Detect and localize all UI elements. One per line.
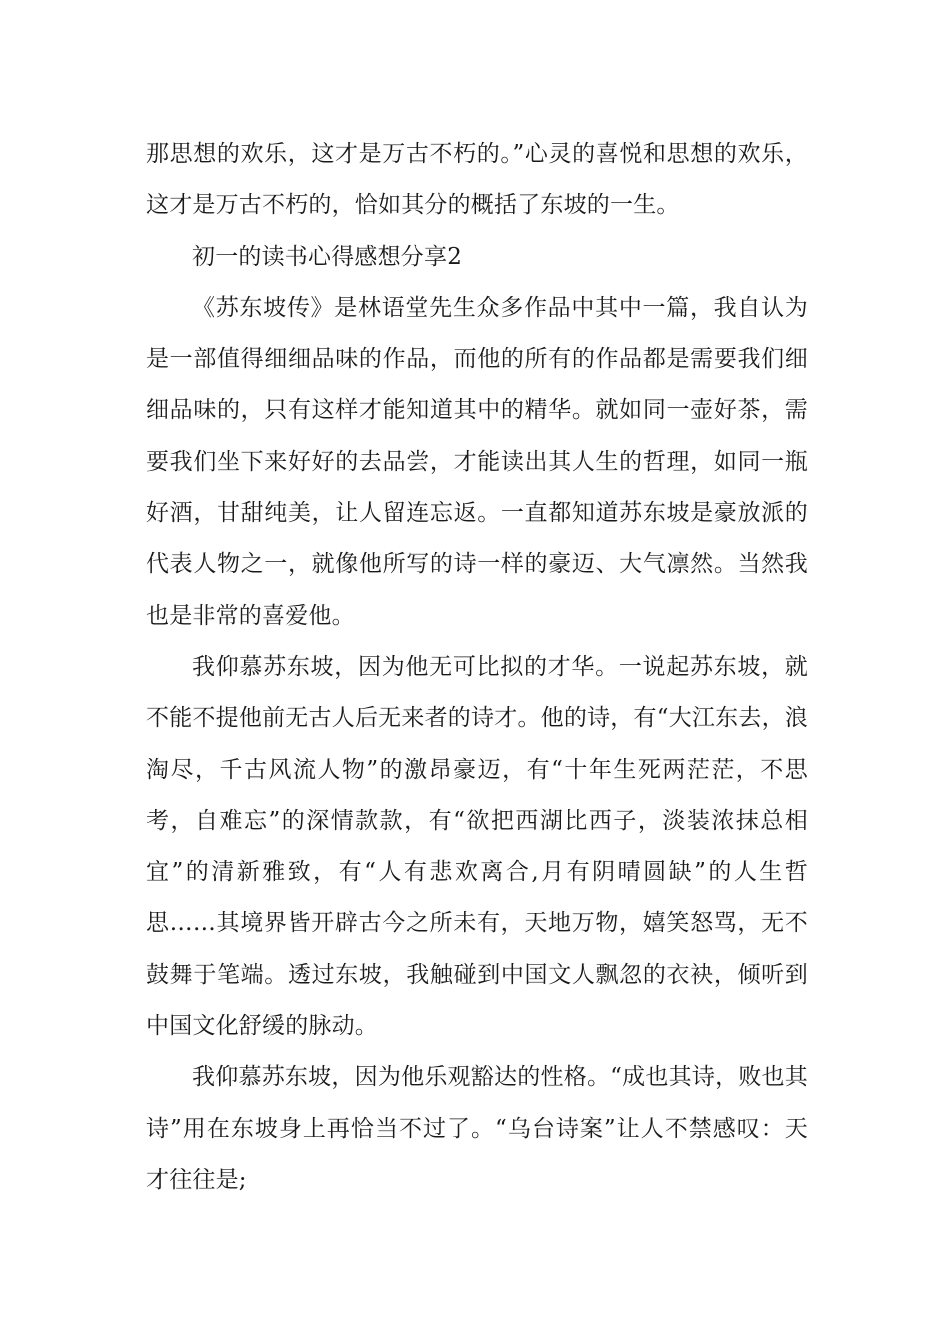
- paragraph-character: 我仰慕苏东坡，因为他乐观豁达的性格。“成也其诗，败也其诗”用在东坡身上再恰当不过了。“乌台诗案”让人不禁感叹：天才往往是;: [146, 1064, 808, 1193]
- paragraph-talent: 我仰慕苏东坡，因为他无可比拟的才华。一说起苏东坡，就不能不提他前无古人后无来者的诗才。他的诗，有“大江东去，浪淘尽，千古风流人物”的激昂豪迈，有“十年生死两茫茫，不思考，自难忘”的深情款款，有“欲把西湖比西子，淡装浓抹总相宜”的清新雅致，有“人有悲欢离合,月有阴晴圆缺”的人生哲思……其境界皆开辟古今之所未有，天地万物，嬉笑怒骂，无不鼓舞于笔端。透过东坡，我触碰到中国文人飘忽的衣袂，倾听到中国文化舒缓的脉动。: [146, 653, 808, 1040]
- paragraph-continuation: 那思想的欢乐，这才是万古不朽的。”心灵的喜悦和思想的欢乐，这才是万古不朽的，恰如其分的概括了东坡的一生。: [146, 141, 808, 219]
- paragraph-intro: 《苏东坡传》是林语堂先生众多作品中其中一篇，我自认为是一部值得细细品味的作品，而他的所有的作品都是需要我们细细品味的，只有这样才能知道其中的精华。就如同一壶好茶，需要我们坐下来好好的去品尝，才能读出其人生的哲理，如同一瓶好酒，甘甜纯美，让人留连忘返。一直都知道苏东坡是豪放派的代表人物之一，就像他所写的诗一样的豪迈、大气凛然。当然我也是非常的喜爱他。: [146, 294, 808, 629]
- section-heading: 初一的读书心得感想分享2: [192, 243, 463, 270]
- document-body: [146, 129, 808, 1206]
